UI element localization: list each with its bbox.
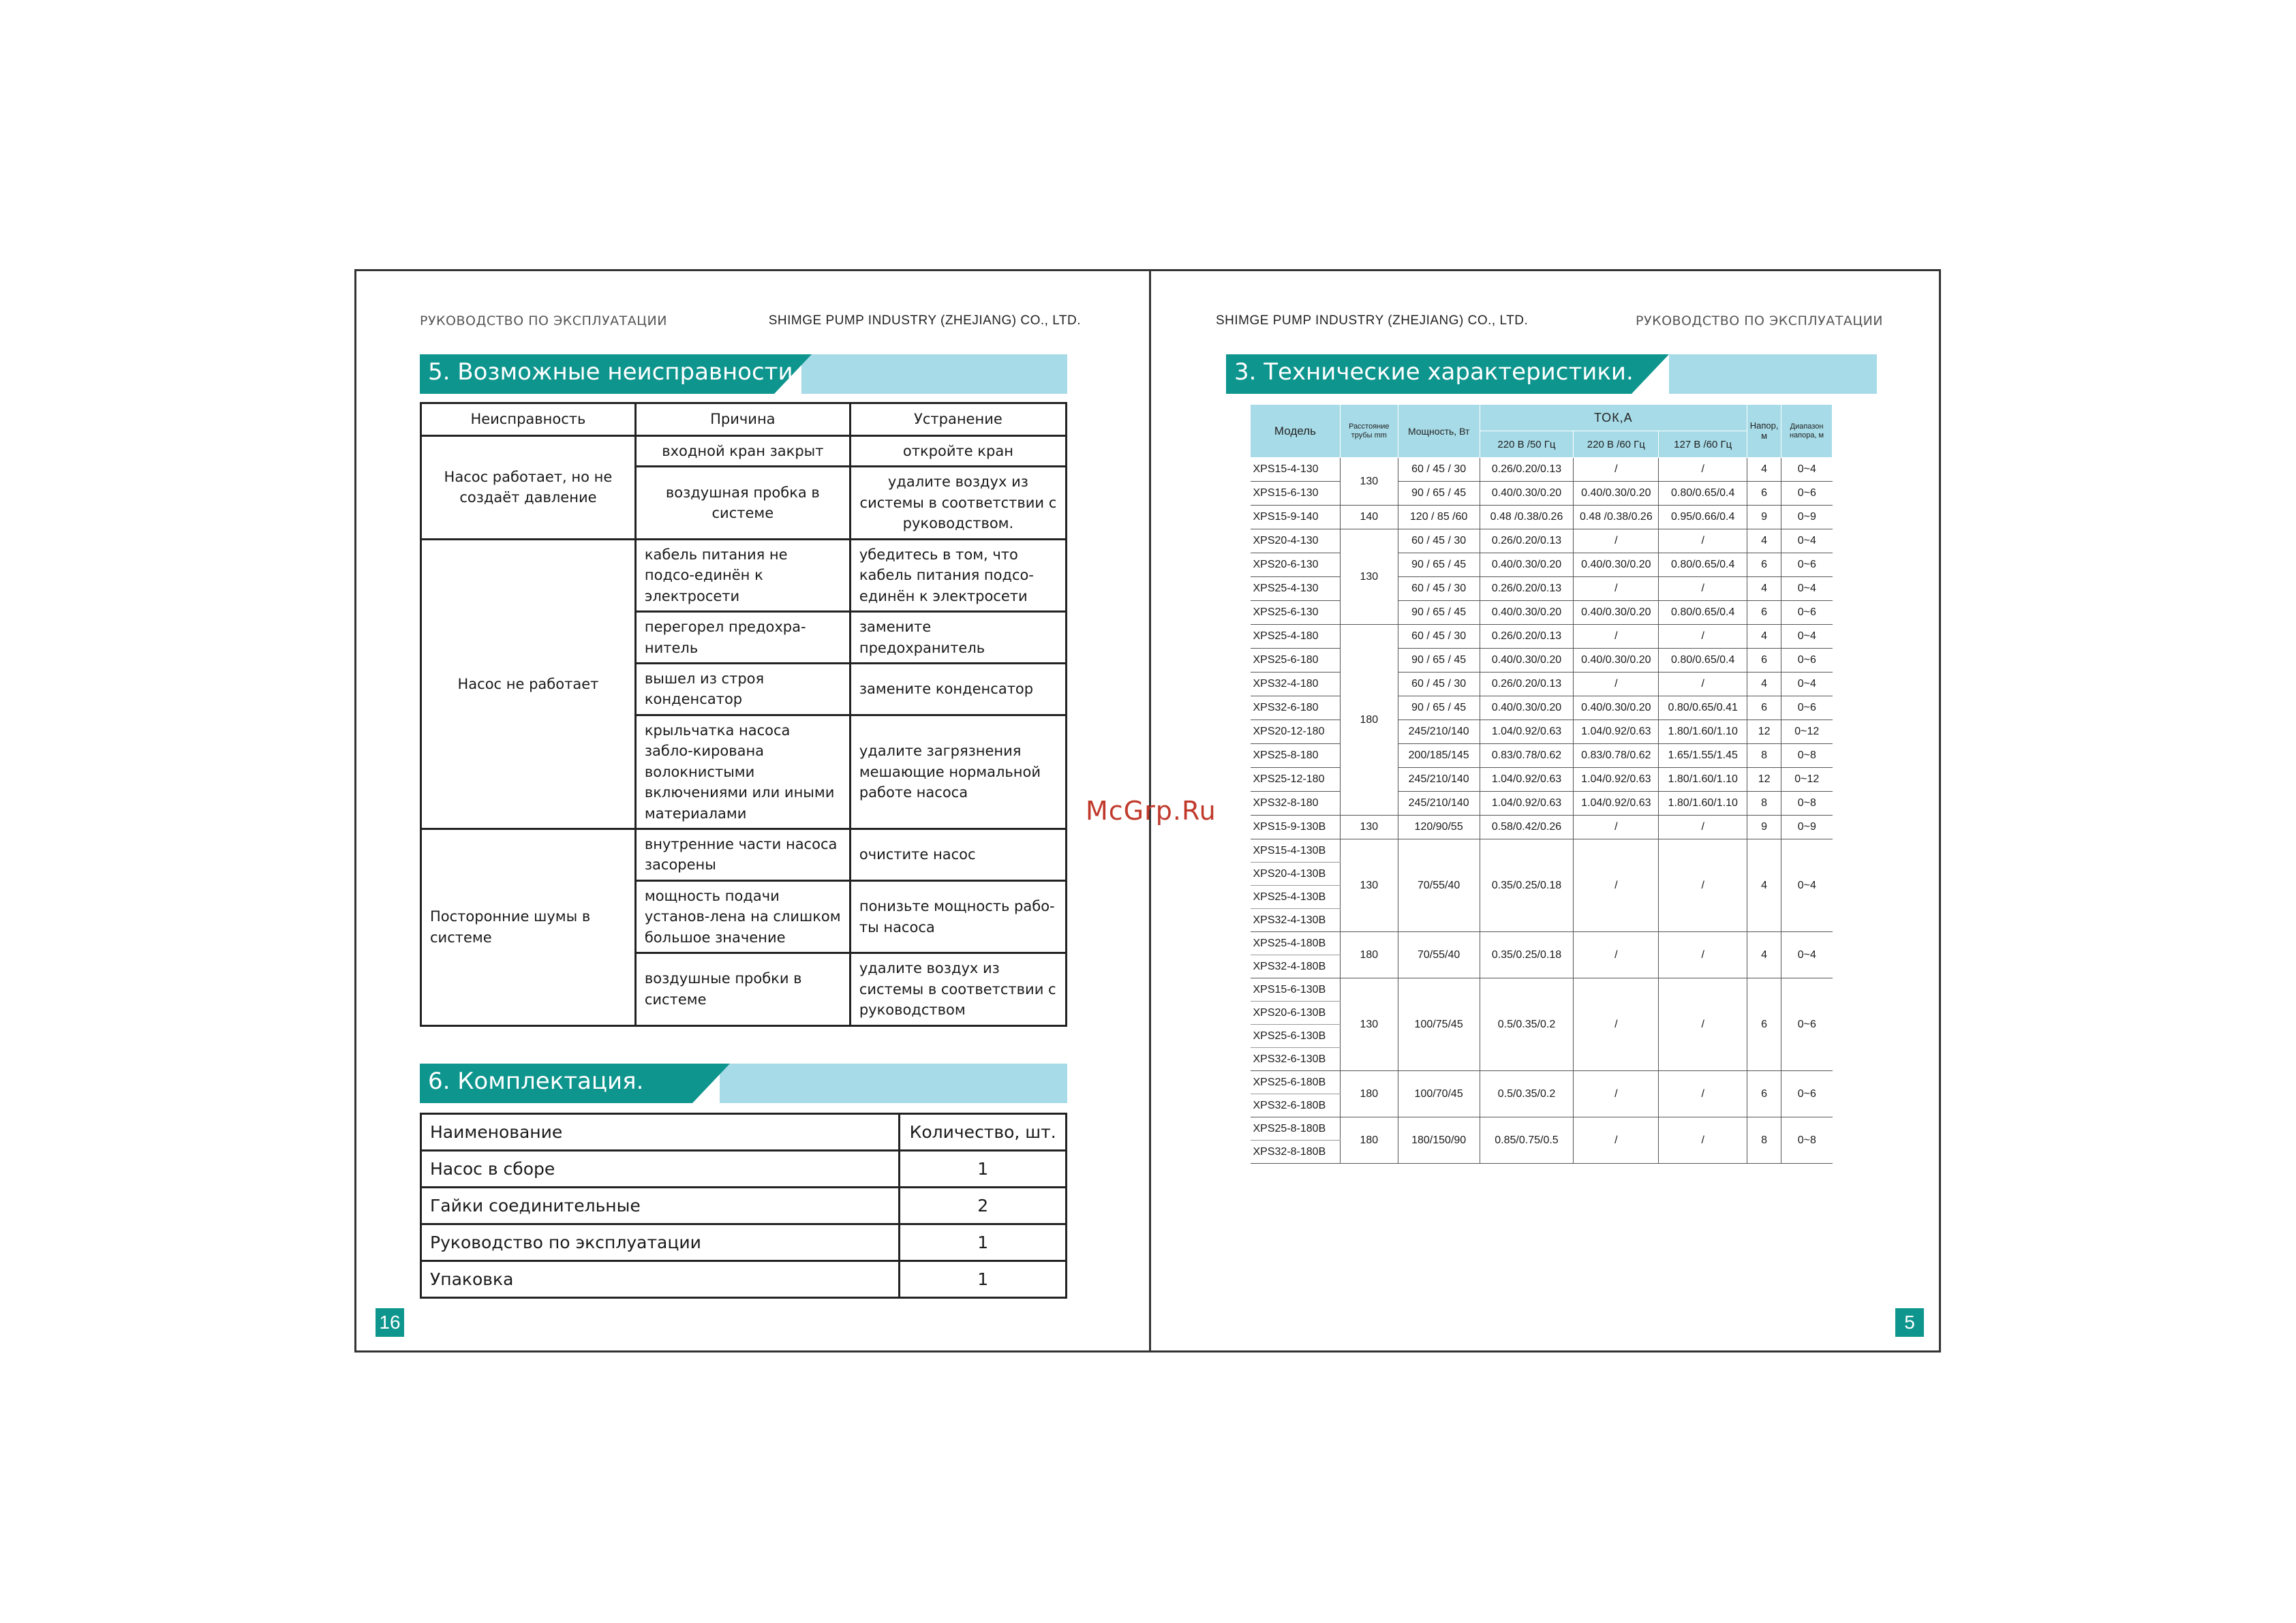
- spec-head: 6: [1747, 1071, 1781, 1117]
- spec-head: 8: [1747, 1117, 1781, 1164]
- fix-cell: понизьте мощность рабо-ты насоса: [850, 880, 1066, 953]
- spec-c3: /: [1659, 816, 1747, 839]
- spec-power: 90 / 65 / 45: [1398, 553, 1480, 577]
- spec-c2: /: [1574, 458, 1659, 482]
- kit-item-qty: 2: [900, 1188, 1067, 1224]
- spec-c1: 0.40/0.30/0.20: [1480, 601, 1574, 625]
- spec-row: [1251, 816, 1833, 839]
- spec-head: 4: [1747, 458, 1781, 482]
- specs-table: [1250, 404, 1833, 1164]
- col-current-220-50: 220 В /50 Гц: [1480, 431, 1574, 458]
- spec-row: [1251, 577, 1833, 601]
- kit-item-name: Упаковка: [421, 1261, 900, 1298]
- spec-model: XPS25-4-180B: [1251, 932, 1341, 955]
- kit-item-name: Гайки соединительные: [421, 1188, 900, 1224]
- spec-head: 8: [1747, 792, 1781, 816]
- spec-c1: 0.26/0.20/0.13: [1480, 529, 1574, 553]
- spec-c3: 0.80/0.65/0.4: [1659, 601, 1747, 625]
- fix-cell: удалите воздух из системы в соответствии с руководством: [850, 953, 1066, 1025]
- cause-cell: перегорел предохра-нитель: [635, 612, 850, 664]
- watermark-text: McGrp.Ru: [1086, 796, 1216, 826]
- spec-c2: 0.40/0.30/0.20: [1574, 601, 1659, 625]
- spec-model: XPS32-8-180B: [1251, 1141, 1341, 1164]
- spec-c1: 0.5/0.35/0.2: [1480, 1071, 1574, 1117]
- fix-cell: удалите воздух из системы в соответствии с руководством.: [850, 467, 1066, 539]
- spec-head: 6: [1747, 978, 1781, 1071]
- spec-head: 6: [1747, 601, 1781, 625]
- spec-c1: 0.26/0.20/0.13: [1480, 625, 1574, 649]
- spec-c1: 0.35/0.25/0.18: [1480, 839, 1574, 932]
- spec-pipe: 130: [1340, 816, 1398, 839]
- spec-model: XPS25-8-180B: [1251, 1117, 1341, 1141]
- fault-cell: Посторонние шумы в системе: [421, 829, 636, 1026]
- spec-model: XPS32-4-180B: [1251, 955, 1341, 978]
- col-power: Мощность, Вт: [1398, 405, 1480, 458]
- spec-row: [1251, 978, 1833, 1002]
- spec-range: 0~4: [1781, 577, 1833, 601]
- spec-c3: /: [1659, 458, 1747, 482]
- spec-model: XPS25-4-130: [1251, 577, 1341, 601]
- spec-row: [1251, 673, 1833, 696]
- spec-c3: /: [1659, 529, 1747, 553]
- spec-row: [1251, 506, 1833, 529]
- spec-pipe: 180: [1340, 1117, 1398, 1164]
- left-page: [356, 271, 1149, 1350]
- kit-item-qty: 1: [900, 1151, 1067, 1188]
- spec-power: 60 / 45 / 30: [1398, 577, 1480, 601]
- header-manual-title-right: РУКОВОДСТВО ПО ЭКСПЛУАТАЦИИ: [1636, 313, 1883, 328]
- spec-model: XPS25-4-180: [1251, 625, 1341, 649]
- spec-range: 0~4: [1781, 932, 1833, 978]
- spec-power: 245/210/140: [1398, 768, 1480, 792]
- spec-power: 180/150/90: [1398, 1117, 1480, 1164]
- spec-power: 60 / 45 / 30: [1398, 529, 1480, 553]
- section5-bar: [420, 354, 1067, 394]
- spec-model: XPS32-4-130B: [1251, 909, 1341, 932]
- spec-c3: /: [1659, 932, 1747, 978]
- col-head: Напор, м: [1747, 405, 1781, 458]
- faults-row: [421, 829, 1067, 881]
- spec-range: 0~4: [1781, 458, 1833, 482]
- spec-row: [1251, 601, 1833, 625]
- cause-cell: мощность подачи установ-лена на слишком большое значение: [635, 880, 850, 953]
- spec-c2: /: [1574, 625, 1659, 649]
- spec-pipe: 130: [1340, 529, 1398, 625]
- cause-cell: крыльчатка насоса забло-кирована волокнистыми включениями или иными материалами: [635, 715, 850, 829]
- spec-power: 120 / 85 /60: [1398, 506, 1480, 529]
- spec-c3: 1.80/1.60/1.10: [1659, 720, 1747, 744]
- kit-row: [421, 1261, 1067, 1298]
- spec-row: [1251, 720, 1833, 744]
- spec-c1: 0.40/0.30/0.20: [1480, 553, 1574, 577]
- cause-cell: вышел из строя конденсатор: [635, 663, 850, 715]
- spec-c1: 0.26/0.20/0.13: [1480, 458, 1574, 482]
- spec-head: 4: [1747, 839, 1781, 932]
- spec-row: [1251, 768, 1833, 792]
- spec-model: XPS20-6-130B: [1251, 1002, 1341, 1025]
- spec-head: 6: [1747, 553, 1781, 577]
- header-company: SHIMGE PUMP INDUSTRY (ZHEJIANG) CO., LTD.: [768, 313, 1081, 328]
- spec-range: 0~6: [1781, 696, 1833, 720]
- cause-cell: внутренние части насоса засорены: [635, 829, 850, 881]
- spec-head: 4: [1747, 529, 1781, 553]
- spec-c2: /: [1574, 816, 1659, 839]
- spec-power: 90 / 65 / 45: [1398, 482, 1480, 506]
- page-number-right: 5: [1895, 1308, 1924, 1337]
- spec-c2: /: [1574, 932, 1659, 978]
- spec-c3: /: [1659, 839, 1747, 932]
- col-model: Модель: [1251, 405, 1341, 458]
- spec-c3: /: [1659, 1117, 1747, 1164]
- spec-row: [1251, 744, 1833, 768]
- spec-power: 245/210/140: [1398, 720, 1480, 744]
- cause-cell: воздушная пробка в системе: [635, 467, 850, 539]
- spec-c2: /: [1574, 673, 1659, 696]
- spec-c2: 0.83/0.78/0.62: [1574, 744, 1659, 768]
- spec-c2: /: [1574, 577, 1659, 601]
- spec-row: [1251, 932, 1833, 955]
- spec-c2: /: [1574, 839, 1659, 932]
- kit-item-name: Руководство по эксплуатации: [421, 1224, 900, 1261]
- spec-c1: 0.85/0.75/0.5: [1480, 1117, 1574, 1164]
- spec-row: [1251, 625, 1833, 649]
- spec-c3: 1.80/1.60/1.10: [1659, 768, 1747, 792]
- spec-head: 12: [1747, 768, 1781, 792]
- spec-row: [1251, 839, 1833, 863]
- spec-c2: 0.40/0.30/0.20: [1574, 482, 1659, 506]
- spec-model: XPS20-6-130: [1251, 553, 1341, 577]
- spec-row: [1251, 649, 1833, 673]
- spec-head: 9: [1747, 816, 1781, 839]
- fault-cell: Насос работает, но не создаёт давление: [421, 436, 636, 540]
- header-company-right: SHIMGE PUMP INDUSTRY (ZHEJIANG) CO., LTD.: [1216, 313, 1529, 328]
- spec-head: 4: [1747, 625, 1781, 649]
- spec-c3: /: [1659, 978, 1747, 1071]
- spec-c3: 0.80/0.65/0.4: [1659, 553, 1747, 577]
- fix-cell: замените конденсатор: [850, 663, 1066, 715]
- fix-cell: замените предохранитель: [850, 612, 1066, 664]
- spec-row: [1251, 696, 1833, 720]
- fix-cell: убедитесь в том, что кабель питания подсо-единён к электросети: [850, 539, 1066, 611]
- spec-power: 245/210/140: [1398, 792, 1480, 816]
- spec-model: XPS32-6-180: [1251, 696, 1341, 720]
- col-current: ТОК,А: [1480, 405, 1747, 431]
- spec-c3: /: [1659, 1071, 1747, 1117]
- spec-head: 12: [1747, 720, 1781, 744]
- spec-c3: /: [1659, 673, 1747, 696]
- spec-model: XPS25-6-180: [1251, 649, 1341, 673]
- section5-title: 5. Возможные неисправности.: [428, 358, 801, 386]
- spec-model: XPS15-9-130B: [1251, 816, 1341, 839]
- spec-range: 0~8: [1781, 744, 1833, 768]
- spec-c3: 1.65/1.55/1.45: [1659, 744, 1747, 768]
- spec-pipe: 130: [1340, 458, 1398, 506]
- spec-pipe: 180: [1340, 625, 1398, 816]
- spec-model: XPS25-4-130B: [1251, 886, 1341, 909]
- spec-power: 100/75/45: [1398, 978, 1480, 1071]
- spec-range: 0~4: [1781, 529, 1833, 553]
- spec-c2: /: [1574, 529, 1659, 553]
- spec-model: XPS25-6-130: [1251, 601, 1341, 625]
- spec-c2: 1.04/0.92/0.63: [1574, 768, 1659, 792]
- spec-head: 4: [1747, 577, 1781, 601]
- faults-row: [421, 539, 1067, 611]
- spec-c3: 0.80/0.65/0.41: [1659, 696, 1747, 720]
- fix-cell: откройте кран: [850, 436, 1066, 467]
- fault-cell: Насос не работает: [421, 539, 636, 829]
- fix-cell: удалите загрязнения мешающие нормальной работе насоса: [850, 715, 1066, 829]
- section3-bar: [1226, 354, 1877, 394]
- spec-model: XPS25-8-180: [1251, 744, 1341, 768]
- spec-range: 0~4: [1781, 839, 1833, 932]
- spec-power: 100/70/45: [1398, 1071, 1480, 1117]
- spec-model: XPS25-12-180: [1251, 768, 1341, 792]
- kit-item-qty: 1: [900, 1224, 1067, 1261]
- spec-head: 4: [1747, 673, 1781, 696]
- spec-power: 70/55/40: [1398, 839, 1480, 932]
- spec-c1: 1.04/0.92/0.63: [1480, 720, 1574, 744]
- spec-c1: 0.26/0.20/0.13: [1480, 577, 1574, 601]
- kit-row: [421, 1188, 1067, 1224]
- kit-table: [420, 1113, 1067, 1299]
- spec-pipe: 180: [1340, 932, 1398, 978]
- spec-power: 120/90/55: [1398, 816, 1480, 839]
- spec-range: 0~9: [1781, 816, 1833, 839]
- kit-row: [421, 1224, 1067, 1261]
- cause-cell: кабель питания не подсо-единён к электросети: [635, 539, 850, 611]
- spec-c2: /: [1574, 1117, 1659, 1164]
- spec-c2: /: [1574, 1071, 1659, 1117]
- spec-range: 0~6: [1781, 601, 1833, 625]
- section6-bar: [420, 1064, 1067, 1103]
- spec-range: 0~8: [1781, 1117, 1833, 1164]
- spec-c2: /: [1574, 978, 1659, 1071]
- spec-c2: 0.40/0.30/0.20: [1574, 553, 1659, 577]
- spec-c1: 0.83/0.78/0.62: [1480, 744, 1574, 768]
- spec-head: 8: [1747, 744, 1781, 768]
- kit-header-name: Наименование: [421, 1114, 900, 1151]
- cause-cell: воздушные пробки в системе: [635, 953, 850, 1025]
- spec-power: 90 / 65 / 45: [1398, 696, 1480, 720]
- faults-header: Неисправность: [421, 403, 636, 436]
- spec-model: XPS25-6-130B: [1251, 1025, 1341, 1048]
- kit-header-row: [421, 1114, 1067, 1151]
- spec-c3: 0.80/0.65/0.4: [1659, 482, 1747, 506]
- spec-power: 90 / 65 / 45: [1398, 601, 1480, 625]
- spec-pipe: 130: [1340, 978, 1398, 1071]
- spec-head: 9: [1747, 506, 1781, 529]
- spec-model: XPS20-12-180: [1251, 720, 1341, 744]
- spec-c1: 0.40/0.30/0.20: [1480, 649, 1574, 673]
- spec-row: [1251, 1117, 1833, 1141]
- spec-c2: 1.04/0.92/0.63: [1574, 720, 1659, 744]
- spec-head: 4: [1747, 932, 1781, 978]
- spec-power: 90 / 65 / 45: [1398, 649, 1480, 673]
- spec-model: XPS15-6-130: [1251, 482, 1341, 506]
- spec-range: 0~9: [1781, 506, 1833, 529]
- spec-c2: 0.48 /0.38/0.26: [1574, 506, 1659, 529]
- spec-model: XPS32-6-180B: [1251, 1094, 1341, 1117]
- spec-c3: 0.95/0.66/0.4: [1659, 506, 1747, 529]
- spec-range: 0~6: [1781, 553, 1833, 577]
- spec-c1: 0.35/0.25/0.18: [1480, 932, 1574, 978]
- faults-row: [421, 436, 1067, 467]
- spec-c3: /: [1659, 577, 1747, 601]
- faults-header: Устранение: [850, 403, 1066, 436]
- cause-cell: входной кран закрыт: [635, 436, 850, 467]
- kit-header-qty: Количество, шт.: [900, 1114, 1067, 1151]
- spec-model: XPS15-6-130B: [1251, 978, 1341, 1002]
- spec-model: XPS25-6-180B: [1251, 1071, 1341, 1094]
- spec-power: 60 / 45 / 30: [1398, 458, 1480, 482]
- spec-c1: 0.58/0.42/0.26: [1480, 816, 1574, 839]
- spec-model: XPS15-9-140: [1251, 506, 1341, 529]
- spec-pipe: 140: [1340, 506, 1398, 529]
- kit-item-qty: 1: [900, 1261, 1067, 1298]
- col-range: Диапазон напора, м: [1781, 405, 1833, 458]
- spec-range: 0~8: [1781, 792, 1833, 816]
- spec-range: 0~6: [1781, 649, 1833, 673]
- section3-title: 3. Технические характеристики.: [1234, 358, 1634, 386]
- section6-title: 6. Комплектация.: [428, 1068, 644, 1095]
- spec-c1: 0.40/0.30/0.20: [1480, 696, 1574, 720]
- spec-model: XPS15-4-130B: [1251, 839, 1341, 863]
- spec-power: 70/55/40: [1398, 932, 1480, 978]
- spec-c3: /: [1659, 625, 1747, 649]
- spec-row: [1251, 458, 1833, 482]
- right-page: [1151, 271, 1943, 1350]
- spec-model: XPS32-4-180: [1251, 673, 1341, 696]
- kit-row: [421, 1151, 1067, 1188]
- spec-c1: 1.04/0.92/0.63: [1480, 768, 1574, 792]
- spec-range: 0~12: [1781, 720, 1833, 744]
- faults-header: Причина: [635, 403, 850, 436]
- spec-c1: 0.26/0.20/0.13: [1480, 673, 1574, 696]
- spec-c1: 0.40/0.30/0.20: [1480, 482, 1574, 506]
- col-pipe: Расстояние трубы mm: [1340, 405, 1398, 458]
- spec-pipe: 130: [1340, 839, 1398, 932]
- spec-power: 60 / 45 / 30: [1398, 673, 1480, 696]
- spec-head: 6: [1747, 696, 1781, 720]
- spec-c1: 1.04/0.92/0.63: [1480, 792, 1574, 816]
- spec-head: 6: [1747, 482, 1781, 506]
- spec-pipe: 180: [1340, 1071, 1398, 1117]
- spec-row: [1251, 553, 1833, 577]
- spec-power: 200/185/145: [1398, 744, 1480, 768]
- spec-row: [1251, 792, 1833, 816]
- spec-model: XPS15-4-130: [1251, 458, 1341, 482]
- spec-range: 0~6: [1781, 482, 1833, 506]
- spec-power: 60 / 45 / 30: [1398, 625, 1480, 649]
- kit-item-name: Насос в сборе: [421, 1151, 900, 1188]
- spec-row: [1251, 482, 1833, 506]
- spec-c3: 1.80/1.60/1.10: [1659, 792, 1747, 816]
- spec-c1: 0.5/0.35/0.2: [1480, 978, 1574, 1071]
- faults-table: [420, 402, 1067, 1027]
- col-current-127-60: 127 В /60 Гц: [1659, 431, 1747, 458]
- spec-model: XPS32-8-180: [1251, 792, 1341, 816]
- spec-range: 0~6: [1781, 978, 1833, 1071]
- spec-range: 0~12: [1781, 768, 1833, 792]
- spec-c2: 0.40/0.30/0.20: [1574, 696, 1659, 720]
- spec-head: 6: [1747, 649, 1781, 673]
- spec-c1: 0.48 /0.38/0.26: [1480, 506, 1574, 529]
- spec-range: 0~6: [1781, 1071, 1833, 1117]
- spec-model: XPS20-4-130B: [1251, 863, 1341, 886]
- header-manual-title: РУКОВОДСТВО ПО ЭКСПЛУАТАЦИИ: [420, 313, 667, 328]
- spec-c2: 0.40/0.30/0.20: [1574, 649, 1659, 673]
- page-number-left: 16: [376, 1308, 404, 1337]
- spec-model: XPS32-6-130B: [1251, 1048, 1341, 1071]
- spec-c2: 1.04/0.92/0.63: [1574, 792, 1659, 816]
- spec-range: 0~4: [1781, 673, 1833, 696]
- spec-row: [1251, 1071, 1833, 1094]
- spec-row: [1251, 529, 1833, 553]
- spec-c3: 0.80/0.65/0.4: [1659, 649, 1747, 673]
- spec-range: 0~4: [1781, 625, 1833, 649]
- spec-model: XPS20-4-130: [1251, 529, 1341, 553]
- fix-cell: очистите насос: [850, 829, 1066, 881]
- col-current-220-60: 220 В /60 Гц: [1574, 431, 1659, 458]
